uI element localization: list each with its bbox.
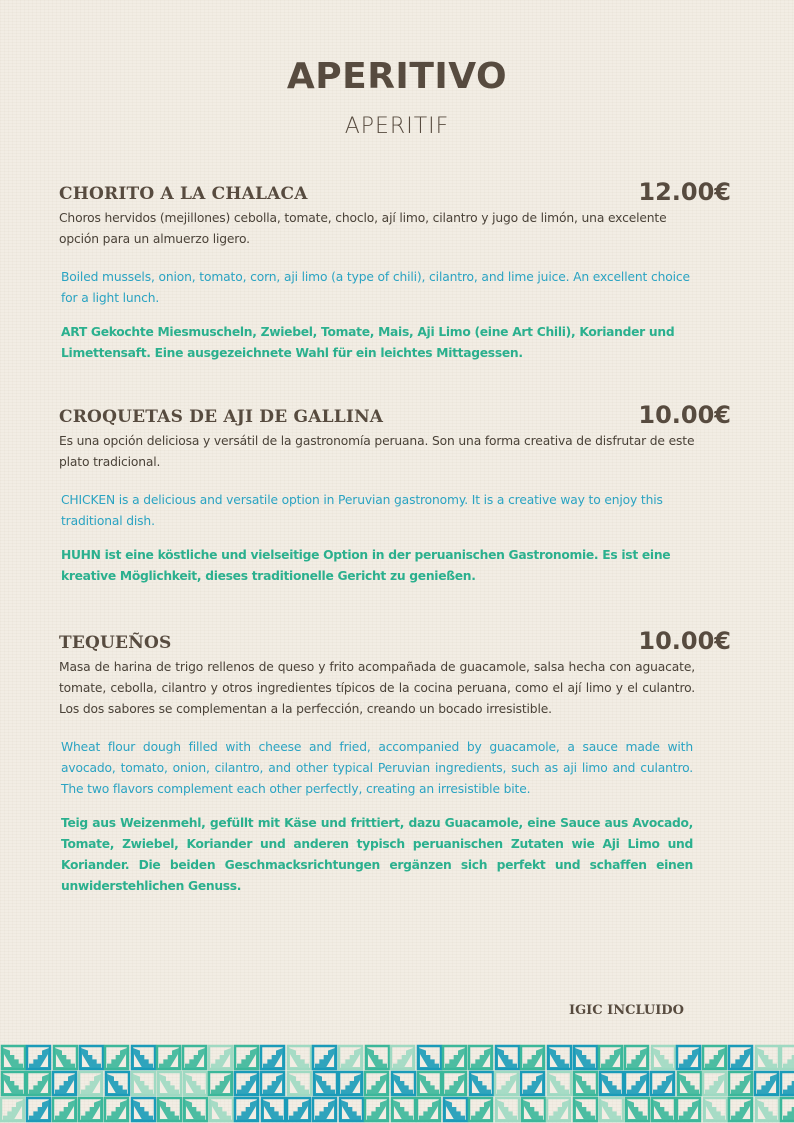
pattern-tile [27, 1046, 50, 1069]
pattern-tile [184, 1098, 207, 1121]
pattern-tile [548, 1046, 571, 1069]
menu-item-header [59, 180, 731, 208]
menu-item-header [59, 629, 731, 657]
menu-item-name: CROQUETAS DE AJI DE GALLINA [59, 407, 384, 427]
pattern-tile [470, 1072, 493, 1095]
pattern-tile [469, 1098, 492, 1121]
description-spanish: Es una opción deliciosa y versátil de la gastronomía peruana. Son una forma creativa de disfrutar de este plato tradicional. [59, 434, 695, 469]
pattern-tile [678, 1072, 701, 1095]
pattern-tile [209, 1046, 232, 1069]
pattern-tile [313, 1046, 336, 1069]
pattern-tile [209, 1072, 232, 1095]
pattern-tile [443, 1072, 466, 1095]
pattern-tile [53, 1072, 76, 1095]
pattern-tile [677, 1098, 700, 1121]
pattern-tile [106, 1072, 129, 1095]
pattern-tile [729, 1046, 752, 1069]
pattern-tile [651, 1072, 674, 1095]
pattern-tile [261, 1072, 284, 1095]
pattern-tile [53, 1098, 76, 1121]
pattern-tile [27, 1098, 50, 1121]
pattern-tile [444, 1098, 467, 1121]
pattern-tile [443, 1046, 466, 1069]
pattern-tile [184, 1072, 207, 1095]
pattern-tile [756, 1098, 779, 1121]
decorative-border-pattern [0, 1043, 794, 1123]
pattern-tile [756, 1046, 779, 1069]
pattern-tile [340, 1098, 363, 1121]
pattern-tile [469, 1046, 492, 1069]
pattern-tile [703, 1072, 726, 1095]
pattern-tile [79, 1072, 102, 1095]
pattern-tile [599, 1046, 622, 1069]
pattern-tile [417, 1098, 440, 1121]
menu-item [59, 403, 731, 587]
menu-item-name: TEQUEÑOS [59, 633, 172, 653]
pattern-tile [235, 1072, 258, 1095]
page-title: APERITIVO [286, 56, 508, 97]
pattern-tile [392, 1098, 415, 1121]
pattern-tile [781, 1072, 794, 1095]
description-english: Boiled mussels, onion, tomato, corn, aji limo (a type of chili), cilantro, and lime juice. An excellent choice for a light lunch. [61, 270, 690, 305]
pattern-tile [1, 1098, 24, 1121]
pattern-tile [600, 1098, 623, 1121]
pattern-tile [314, 1072, 337, 1095]
pattern-tile [522, 1098, 545, 1121]
menu-item [59, 180, 731, 364]
pattern-tile [235, 1098, 258, 1121]
pattern-tile [79, 1098, 102, 1121]
pattern-tile [80, 1046, 103, 1069]
pattern-tile [313, 1098, 336, 1121]
description-german: Teig aus Weizenmehl, gefüllt mit Käse und frittiert, dazu Guacamole, eine Sauce aus Avocado, Tomate, Zwiebel, Koriander und anderen typisch peruanischen Zutaten wie Aji Limo und Koriander. Die beiden Geschmacksrichtungen ergänzen sich perfekt und schaffen einen unwiderstehlichen Genuss. [61, 816, 693, 893]
pattern-tile [755, 1072, 778, 1095]
tax-note: IGIC INCLUIDO [569, 1003, 684, 1018]
pattern-tile [132, 1046, 155, 1069]
pattern-tile [574, 1046, 597, 1069]
menu-item-header [59, 403, 731, 431]
pattern-tile [574, 1098, 597, 1121]
pattern-tile [652, 1046, 675, 1069]
pattern-tile [339, 1046, 362, 1069]
description-german: HUHN ist eine köstliche und vielseitige Option in der peruanischen Gastronomie. Es ist eine kreative Möglichkeit, dieses traditionelle Gericht zu genießen. [61, 548, 671, 583]
pattern-tile [704, 1098, 727, 1121]
pattern-tile [781, 1046, 794, 1069]
page-subtitle: APERITIF [344, 114, 450, 139]
pattern-tile [521, 1072, 544, 1095]
description-english: Wheat flour dough filled with cheese and fried, accompanied by guacamole, a sauce made with avocado, tomato, onion, cilantro, and other typical Peruvian ingredients, such as aji limo and culantro. The two flavors complement each other perfectly, creating an irresistible bite. [61, 740, 693, 796]
menu-item-price: 12.00€ [638, 178, 731, 206]
pattern-tile [729, 1072, 752, 1095]
pattern-tile [652, 1098, 675, 1121]
pattern-tile [105, 1098, 128, 1121]
pattern-tile [262, 1098, 285, 1121]
pattern-tile [183, 1046, 206, 1069]
pattern-tile [366, 1046, 389, 1069]
pattern-tile [105, 1046, 128, 1069]
pattern-tile [54, 1046, 77, 1069]
pattern-tile [729, 1098, 752, 1121]
pattern-tile [495, 1072, 518, 1095]
pattern-tile [158, 1072, 181, 1095]
pattern-tile [547, 1098, 570, 1121]
pattern-tile [625, 1072, 648, 1095]
pattern-tile [365, 1072, 388, 1095]
description-english: CHICKEN is a delicious and versatile option in Peruvian gastronomy. It is a creative way to enjoy this traditional dish. [61, 493, 663, 528]
pattern-tile [132, 1072, 155, 1095]
pattern-tile [365, 1098, 388, 1121]
pattern-tile [391, 1046, 414, 1069]
pattern-tile [288, 1072, 311, 1095]
pattern-tile [496, 1046, 519, 1069]
pattern-tile [703, 1046, 726, 1069]
menu-item-price: 10.00€ [638, 401, 731, 429]
pattern-tile [677, 1046, 700, 1069]
pattern-tile [2, 1046, 25, 1069]
description-spanish: Choros hervidos (mejillones) cebolla, tomate, choclo, ají limo, cilantro y jugo de limón, una excelente opción para un almuerzo ligero. [59, 211, 667, 246]
pattern-tile [496, 1098, 519, 1121]
description-german: ART Gekochte Miesmuscheln, Zwiebel, Tomate, Mais, Aji Limo (eine Art Chili), Koriander und Limettensaft. Eine ausgezeichnete Wahl für ein leichtes Mittagessen. [61, 325, 675, 360]
menu-item-name: CHORITO A LA CHALACA [59, 184, 308, 204]
pattern-tile [2, 1072, 25, 1095]
pattern-tile [521, 1046, 544, 1069]
pattern-tile [339, 1072, 362, 1095]
pattern-tile [261, 1046, 284, 1069]
pattern-tile [574, 1072, 597, 1095]
menu-item-price: 10.00€ [638, 627, 731, 655]
pattern-tile [418, 1072, 441, 1095]
pattern-tile [600, 1072, 623, 1095]
pattern-tile [548, 1072, 571, 1095]
pattern-tile [132, 1098, 155, 1121]
pattern-tile [27, 1072, 50, 1095]
pattern-tile [210, 1098, 233, 1121]
description-spanish: Masa de harina de trigo rellenos de queso y frito acompañada de guacamole, salsa hecha con aguacate, tomate, cebolla, cilantro y otros ingredientes típicos de la cocina peruana, como el ají limo y el culantro. Los dos sabores se complementan a la perfección, creando un bocado irresistible. [59, 660, 695, 716]
pattern-tile [287, 1098, 310, 1121]
pattern-tile [781, 1098, 794, 1121]
pattern-tile [288, 1046, 311, 1069]
pattern-tile [392, 1072, 415, 1095]
menu-item [59, 629, 731, 897]
pattern-tile [418, 1046, 441, 1069]
pattern-tile [157, 1046, 180, 1069]
pattern-tile [235, 1046, 258, 1069]
pattern-tile [158, 1098, 181, 1121]
pattern-tile [625, 1046, 648, 1069]
pattern-tile [626, 1098, 649, 1121]
